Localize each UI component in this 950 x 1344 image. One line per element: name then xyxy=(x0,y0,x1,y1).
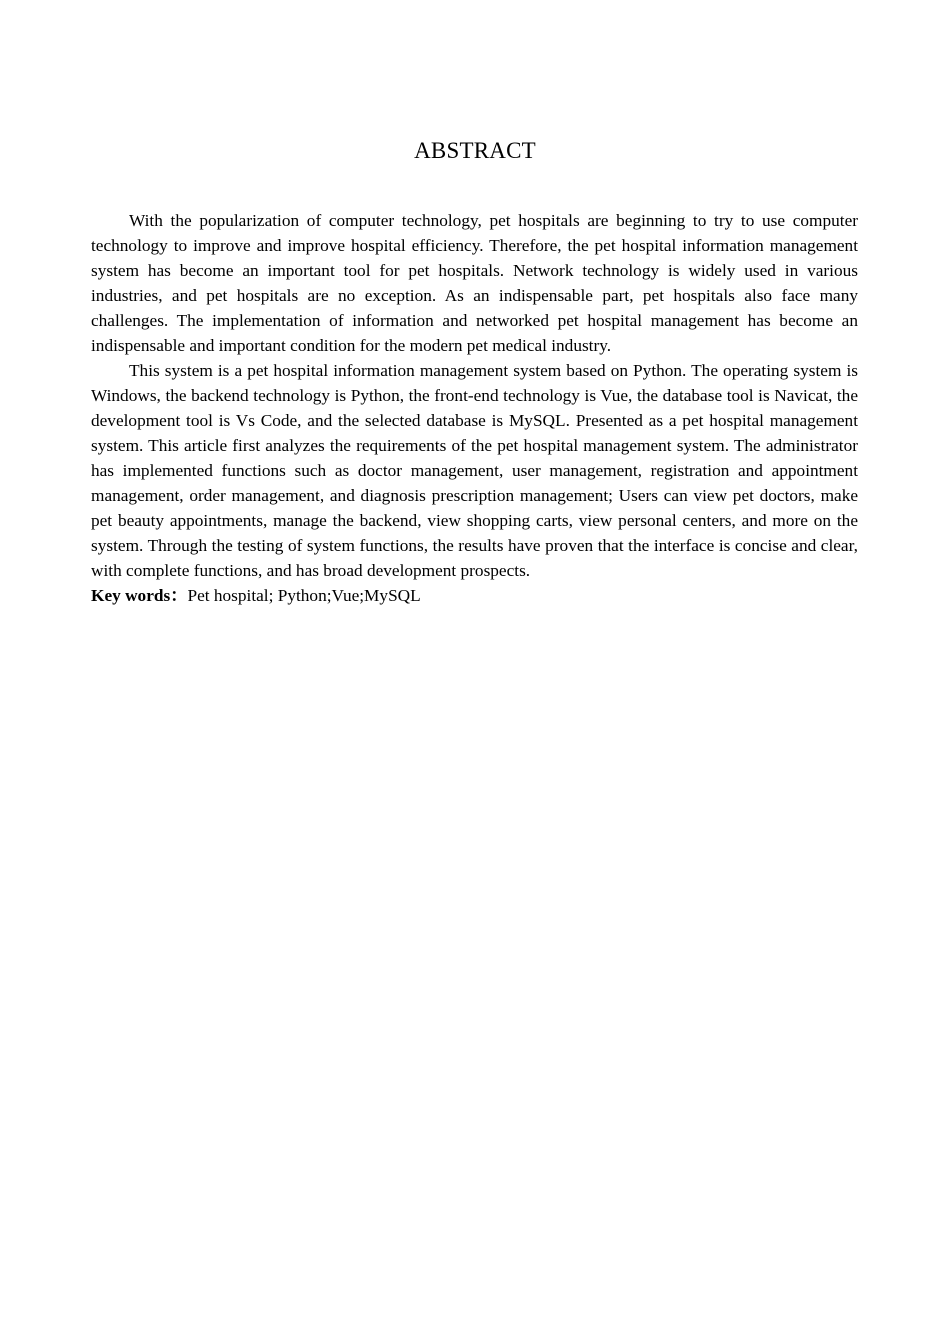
abstract-paragraph-2: This system is a pet hospital information management system based on Python. The operating system is Windows, the backend technology is Python, the front-end technology is Vue, the database tool is Navicat, the development tool is Vs Code, and the selected database is MySQL. Presented as a pet hospital management system. This article first analyzes the requirements of the pet hospital management system. The administrator has implemented functions such as doctor management, user management, registration and appointment management, order management, and diagnosis prescription management; Users can view pet doctors, make pet beauty appointments, manage the backend, view shopping carts, view personal centers, and more on the system. Through the testing of system functions, the results have proven that the interface is concise and clear, with complete functions, and has broad development prospects. xyxy=(91,361,858,580)
abstract-title: ABSTRACT xyxy=(414,138,536,163)
keywords-value: Pet hospital; Python;Vue;MySQL xyxy=(187,586,421,605)
abstract-paragraph-1: With the popularization of computer technology, pet hospitals are beginning to try to use computer technology to improve and improve hospital efficiency. Therefore, the pet hospital information management system has become an important tool for pet hospitals. Network technology is widely used in various industries, and pet hospitals are no exception. As an indispensable part, pet hospitals also face many challenges. The implementation of information and networked pet hospital management has become an indispensable and important condition for the modern pet medical industry. xyxy=(91,211,858,355)
abstract-body xyxy=(91,208,858,608)
keywords-line xyxy=(91,583,858,608)
keywords-label: Key words： xyxy=(91,586,188,605)
